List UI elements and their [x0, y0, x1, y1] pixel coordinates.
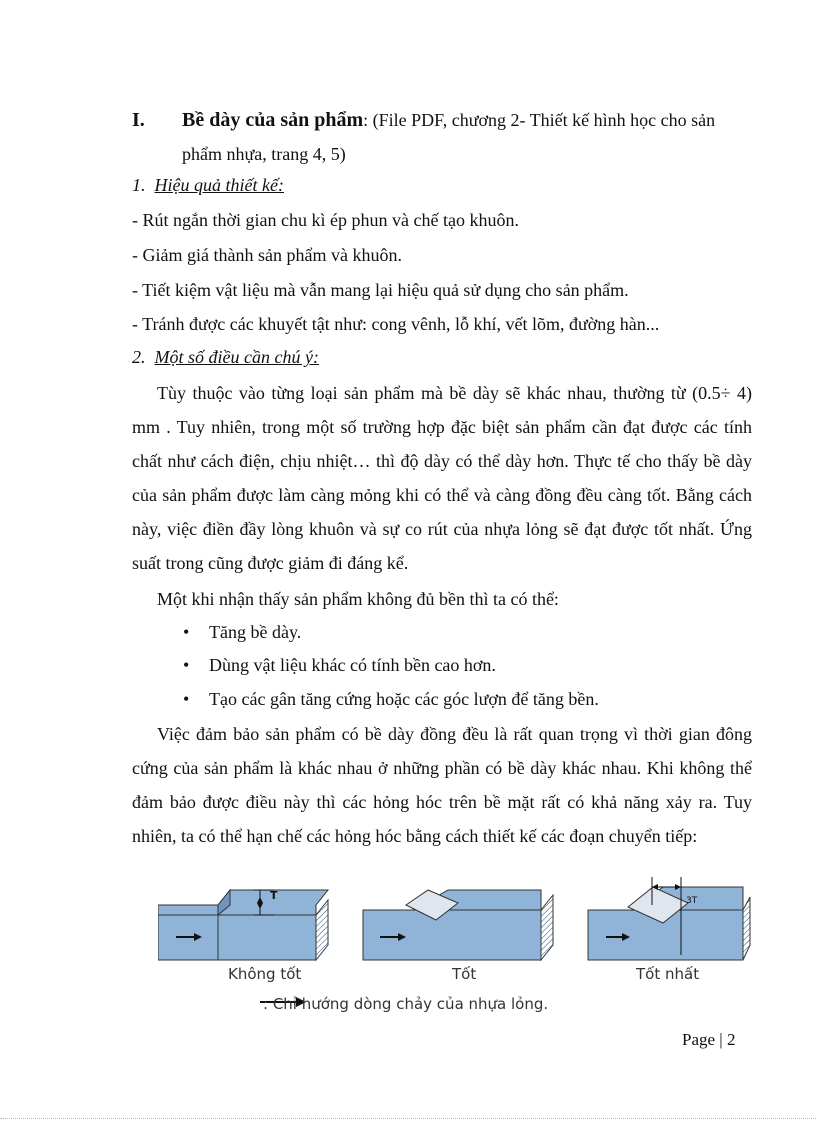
legend-text: : Chỉ hướng dòng chảy của nhựa lỏng. [263, 995, 549, 1013]
subsection-1-title [132, 175, 284, 196]
bullet-dot: • [183, 689, 190, 709]
subsection-1-number: 1. [132, 175, 146, 195]
block-not-good [158, 890, 328, 960]
heading-reference-cont: phẩm nhựa, trang 4, 5) [182, 144, 346, 164]
caption-not-good: Không tốt [228, 965, 302, 983]
bullet-text: Tạo các gân tăng cứng hoặc các góc lượn để tăng bền. [209, 689, 599, 709]
heading-text [182, 103, 757, 137]
bullet-dot: • [183, 622, 190, 642]
label-3T: 3T [686, 896, 698, 906]
page-number: Page | 2 [682, 1030, 736, 1049]
paragraph-uniform-thickness: Việc đảm bảo sản phẩm có bề dày đồng đều là rất quan trọng vì thời gian đông cứng của sản phẩm là khác nhau ở những phần có bề dày khác nhau. Khi không thể đảm bảo được điều này thì các hỏng hóc trên bề mặt rất có khả năng xảy ra. Tuy nhiên, ta có thể hạn chế các hỏng hóc bằng cách thiết kế các đoạn chuyển tiếp: [132, 724, 752, 846]
paragraph-thickness: Tùy thuộc vào từng loại sản phẩm mà bề dày sẽ khác nhau, thường từ (0.5÷ 4) mm . Tuy nhiên, trong một số trường hợp đặc biệt sản phẩm cần đạt được các tính chất như cách điện, chịu nhiệt… thì độ dày có thể dày hơn. Thực tế cho thấy bề dày của sản phẩm được làm càng mỏng khi có thể và càng đồng đều càng tốt. Bằng cách này, việc điền đầy lòng khuôn và sự co rút của nhựa lỏng sẽ đạt được tốt nhất. Ứng suất trong cũng được giảm đi đáng kể. [132, 383, 752, 573]
bullet-item [183, 689, 599, 710]
heading-number: I. [132, 109, 145, 131]
block-best [588, 877, 750, 960]
subsection-2-number: 2. [132, 347, 146, 367]
bullet-item [183, 622, 301, 643]
page-divider [0, 1118, 816, 1119]
subsection-2-text: Một số điều cần chú ý: [154, 347, 319, 367]
bullet-dot: • [183, 655, 190, 675]
block-good [363, 890, 553, 960]
caption-good: Tốt [452, 965, 477, 983]
bullet-text: Tăng bề dày. [209, 622, 302, 642]
benefit-item: - Rút ngắn thời gian chu kì ép phun và chế tạo khuôn. [132, 210, 519, 230]
bullet-item [183, 655, 496, 676]
paragraph-strength: Một khi nhận thấy sản phẩm không đủ bền thì ta có thể: [157, 589, 559, 609]
benefit-item: - Tiết kiệm vật liệu mà vẫn mang lại hiệu quả sử dụng cho sản phẩm. [132, 280, 629, 300]
bullet-text: Dùng vật liệu khác có tính bền cao hơn. [209, 655, 496, 675]
heading-title: Bề dày của sản phẩm [182, 109, 364, 131]
caption-best: Tốt nhất [636, 965, 700, 983]
heading-reference: : (File PDF, chương 2- Thiết kế hình học cho sản [363, 110, 716, 130]
subsection-1-text: Hiệu quả thiết kế: [154, 175, 284, 195]
benefit-item: - Tránh được các khuyết tật như: cong vênh, lỗ khí, vết lõm, đường hàn... [132, 314, 660, 334]
subsection-2-title [132, 347, 319, 368]
label-T: T [270, 889, 278, 902]
benefit-item: - Giảm giá thành sản phẩm và khuôn. [132, 245, 402, 265]
